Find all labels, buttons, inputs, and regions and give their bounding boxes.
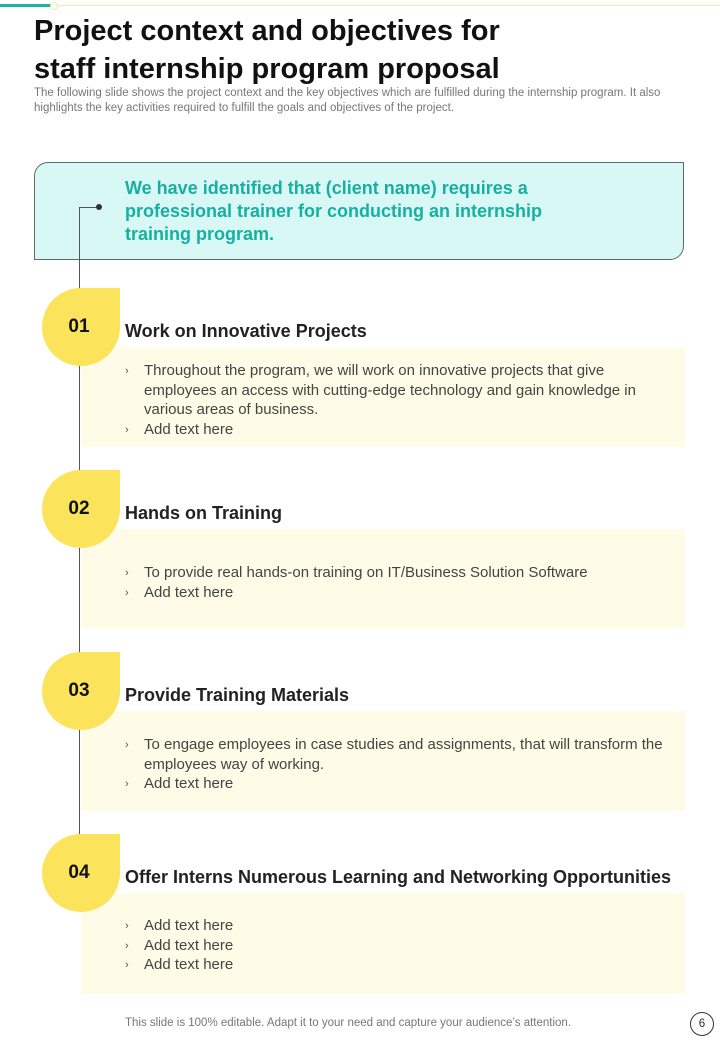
step-4-number: 04 [68,862,90,883]
list-item [125,955,665,975]
bullet-text: Add text here [144,420,234,438]
chevron-right-icon: › [125,365,129,377]
context-callout-text: We have identified that (client name) requires a professional trainer for conducting an internship training program. [125,178,543,244]
list-item [125,916,665,936]
step-2-badge [42,470,120,548]
chevron-right-icon: › [125,778,129,790]
list-item [125,420,665,440]
bullet-text: Add text here [144,956,234,973]
title-line-1: Project context and objectives for [34,15,500,47]
chevron-right-icon: › [125,920,129,932]
chevron-right-icon: › [125,939,129,952]
step-2-title: Hands on Training [125,503,283,523]
top-divider-line [52,5,720,6]
bullet-text: Throughout the program, we will work on innovative projects that give employees an access with cutting-edge technology and gain knowledge in various areas of business. [144,362,636,418]
step-3-number: 03 [68,680,90,701]
chevron-right-icon: › [125,959,129,971]
chevron-right-icon: › [125,586,129,599]
list-item [125,583,665,603]
step-3-badge [42,652,120,730]
step-2-bullets [125,563,665,602]
list-item [125,563,665,583]
page-number: 6 [698,1018,706,1030]
list-item [125,735,665,774]
footer-note: This slide is 100% editable. Adapt it to your need and capture your audience’s attention. [125,1017,572,1029]
step-3-title: Provide Training Materials [125,685,350,705]
bullet-text: To provide real hands-on training on IT/Business Solution Software [144,564,588,581]
step-1-badge [42,288,120,366]
page-title [34,12,634,88]
chevron-right-icon: › [125,739,129,751]
chevron-right-icon: › [125,423,129,436]
list-item [125,936,665,956]
list-item [125,361,665,420]
bullet-text: Add text here [144,775,234,792]
title-line-2: staff internship program proposal [34,53,500,85]
step-3-bullets [125,735,665,794]
chevron-right-icon: › [125,567,129,579]
step-4-title: Offer Interns Numerous Learning and Networking Opportunities [125,867,672,887]
page-subtitle: The following slide shows the project context and the key objectives which are fulfilled during the internship program. It also highlights the key activities required to fulfill the goals and objectives of the project. [34,87,661,114]
top-divider-dot [50,2,58,10]
timeline-dot [96,204,102,210]
step-2-number: 02 [68,498,90,519]
page-number-badge [690,1012,714,1036]
bullet-text: Add text here [144,936,234,954]
bullet-text: Add text here [144,917,234,934]
step-1-title: Work on Innovative Projects [125,321,367,341]
bullet-text: To engage employees in case studies and assignments, that will transform the employees way of working. [144,736,663,773]
step-1-bullets [125,361,665,439]
step-1-number: 01 [68,316,90,337]
step-4-badge [42,834,120,912]
top-accent-bar [0,4,52,7]
step-4-bullets [125,916,665,975]
list-item [125,774,665,794]
bullet-text: Add text here [144,583,234,601]
